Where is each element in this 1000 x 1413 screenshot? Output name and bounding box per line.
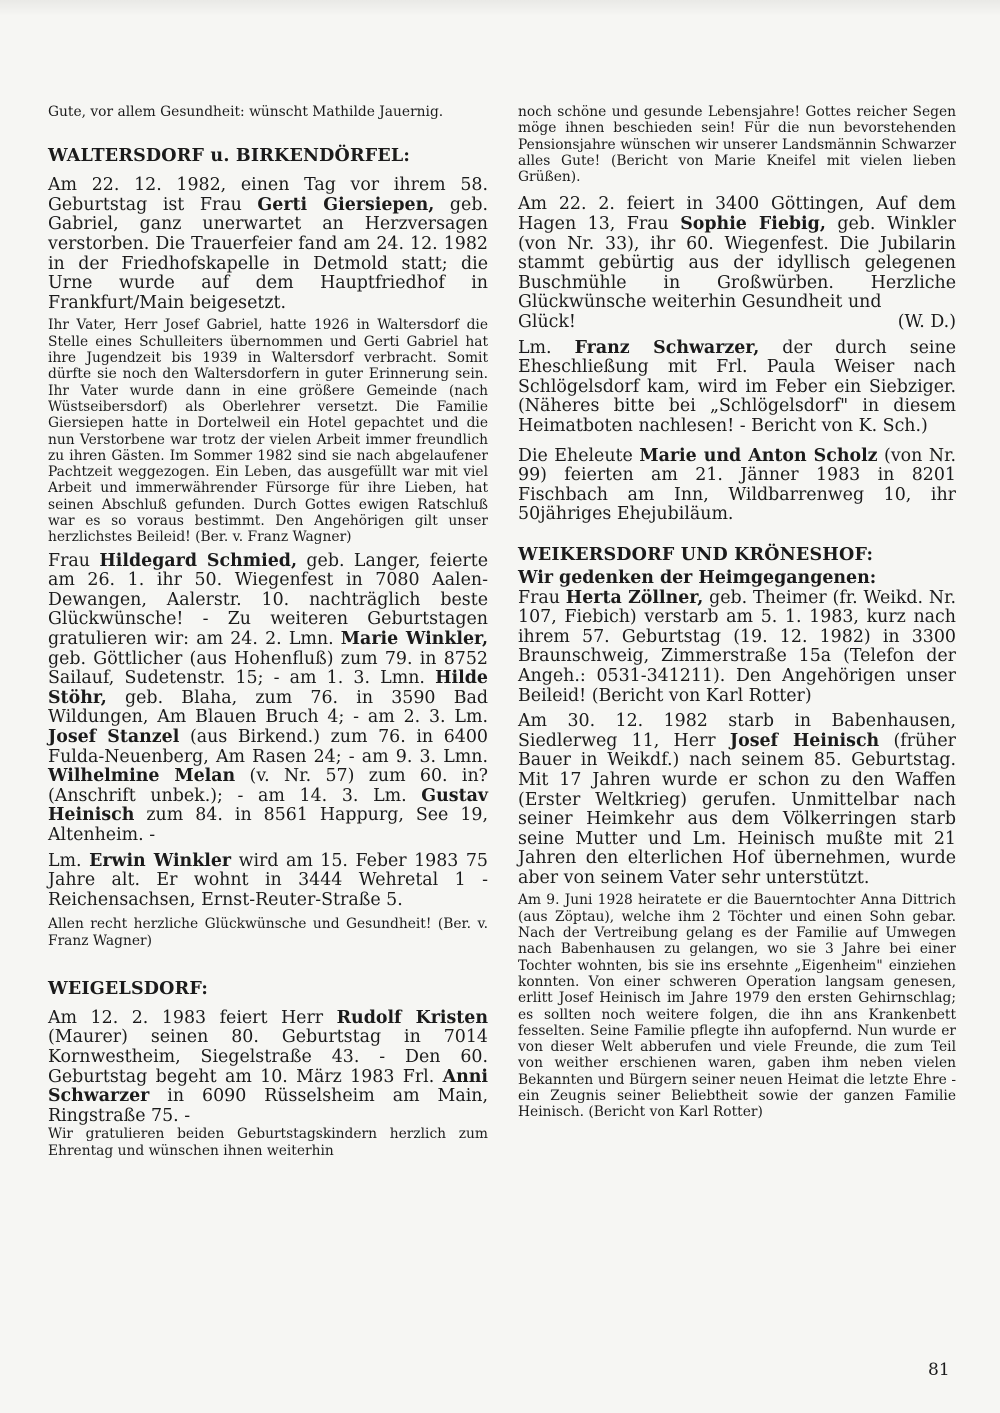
section-heading-waltersdorf: WALTERSDORF u. BIRKENDÖRFEL: <box>48 146 411 167</box>
person-name: Josef Stanzel <box>48 726 180 747</box>
obituary-giersiepen: Am 22. 12. 1982, einen Tag vor ihrem 58. Geburtstag ist Frau Gerti Giersiepen, geb. Gabriel, ganz unerwartet an Herzversagen verstorben. Die Trauerfeier fand am 24. 12. 1982 in der Friedhofskapelle in Detmold statt; die Urne wurde auf dem Hauptfriedhof in Frankfurt/Main beigesetzt. <box>48 175 488 313</box>
section-heading-weigelsdorf: WEIGELSDORF: <box>48 978 209 999</box>
section-subheading-memorial: Wir gedenken der Heimgegangenen: <box>518 567 877 588</box>
section-heading-weikersdorf: WEIKERSDORF UND KRÖNESHOF: <box>518 544 874 565</box>
birthday-fiebig: Am 22. 2. feiert in 3400 Göttingen, Auf dem Hagen 13, Frau Sophie Fiebig, geb. Winkler (von Nr. 33), ihr 60. Wiegenfest. Die Jubilarin stammt gebürtig aus der idyllisch gelegenen Buschmühle in Großwürben. Herzliche Glückwünsche weiterhin Gesundheit und Glück! (W. D.) <box>518 194 956 333</box>
continuation-paragraph: noch schöne und gesunde Lebensjahre! Gottes reicher Segen möge ihnen beschieden sein! Für die nun bevorstehenden Pensionsjahre wünschen wir unserer Landsmännin Schwarzer alles Gute! (Bericht von Marie Kneifel mit vielen lieben Grüßen). <box>518 104 956 186</box>
paragraph-gabriel-family: Ihr Vater, Herr Josef Gabriel, hatte 1926 in Waltersdorf die Stelle eines Schulleiters übernommen und Gerti Gabriel hat ihre Jugendzeit bis 1939 in Waltersdorf verbracht. Somit dürfte sie noch den Waltersdorfern in guter Erinnerung sein. Ihr Vater wurde dann in eine größere Gemeinde (nach Wüstseibersdorf) als Oberlehrer versetzt. Die Familie Giersiepen hatte in Dortelweil ein Hotel gepachtet und die nun Verstorbene war trotz der vielen Arbeit immer freundlich zu ihren Gästen. Im Sommer 1982 sind sie nach abgelaufener Pachtzeit weggezogen. Ein Leben, das ausgefüllt war mit viel Arbeit und immerwährender Fürsorge für ihre Lieben, hat seinen Abschluß gefunden. Durch Gottes ewigen Ratschluß war es so voraus bestimmt. Den Angehörigen gilt unser herzlichstes Beileid! (Ber. v. Franz Wagner) <box>48 317 488 546</box>
person-name: Sophie Fiebig, <box>680 214 826 235</box>
person-name: Franz Schwarzer, <box>574 337 760 358</box>
person-name: Rudolf Kristen <box>336 1007 488 1028</box>
person-name: Wilhelmine Melan <box>48 766 236 787</box>
person-name: Anni Schwarzer <box>48 1066 488 1107</box>
birthday-franz-schwarzer: Lm. Franz Schwarzer, der durch seine Eheschließung mit Frl. Paula Weiser nach Schlögelsdorf kam, wird im Feber ein Siebziger. (Näheres bitte bei „Schlögelsdorf" in diesem Heimatboten nachlesen! - Bericht von K. Sch.) <box>518 337 956 437</box>
person-name: Josef Heinisch <box>729 730 880 751</box>
person-name: Marie und Anton Scholz <box>639 445 878 466</box>
birthday-kristen-schwarzer: Am 12. 2. 1983 feiert Herr Rudolf Kristen (Maurer) seinen 80. Geburtstag in 7014 Kornwestheim, Siegelstraße 43. - Den 60. Geburtstag begeht am 10. März 1983 Frl. Anni Schwarzer in 6090 Rüsselsheim am Main, Ringstraße 75. - <box>48 1007 488 1126</box>
page-number: 81 <box>928 1360 950 1380</box>
birthday-winkler: Lm. Erwin Winkler wird am 15. Feber 1983 75 Jahre alt. Er wohnt in 3444 Wehretal 1 - Reichensachsen, Ernst-Reuter-Straße 5. <box>48 850 488 910</box>
left-column <box>48 104 488 1159</box>
paragraph-heinisch-family: Am 9. Juni 1928 heiratete er die Bauerntochter Anna Dittrich (aus Zöptau), welche ihm 2 Töchter und einen Sohn gebar. Nach der Vertreibung gelang es der Familie auf Umwegen nach Babenhausen zu gelangen, wo sie 3 Jahre bei einer Tochter wohnten, bis sie ins ersehnte „Eigenheim" einziehen konnten. Von einer schweren Operation langsam genesen, erlitt Josef Heinisch im Jahre 1979 den ersten Gehirnschlag; es sollten noch weitere folgen, die ihn ans Krankenbett fesselten. Seine Familie pflegte ihn aufopfernd. Nun wurde er von dieser Welt abberufen und viele Freunde, die zum Teil von weither erschienen waren, gaben ihm neben vielen Bekannten und Bürgern seiner neuen Heimat die letzte Ehre - ein Zeugnis seiner Beliebtheit sowie der ganzen Familie Heinisch. (Bericht von Karl Rotter) <box>518 892 956 1121</box>
right-column <box>518 104 956 1121</box>
person-name: Hilde Stöhr, <box>48 668 488 708</box>
obituary-heinisch: Am 30. 12. 1982 starb in Babenhausen, Siedlerweg 11, Herr Josef Heinisch (früher Bauer in Weikdf.) nach seinem 85. Geburtstag. Mit 17 Jahren wurde er schon zu den Waffen (Erster Weltkrieg) gerufen. Unmittelbar nach seiner Heimkehr aus dem Völkerringen starb seine Mutter und Lm. Heinisch mußte mit 21 Jahren den elterlichen Hof übernehmen, wurde aber von seinem Vater sehr unterstützt. <box>518 711 956 888</box>
person-name: Gerti Giersiepen, <box>257 194 435 215</box>
person-name: Hildegard Schmied, <box>99 550 298 571</box>
anniversary-scholz: Die Eheleute Marie und Anton Scholz (von Nr. 99) feierten am 21. Jänner 1983 in 8201 Fischbach am Inn, Wildbarrenweg 10, ihr 50jähriges Ehejubiläum. <box>518 445 956 525</box>
intro-paragraph: Gute, vor allem Gesundheit: wünscht Mathilde Jauernig. <box>48 104 444 120</box>
person-name: Herta Zöllner, <box>565 587 704 608</box>
birthday-list-waltersdorf: Frau Hildegard Schmied, geb. Langer, feierte am 26. 1. ihr 50. Wiegenfest in 7080 Aalen-Dewangen, Aalerstr. 10. nachträglich beste Glückwünsche! - Zu weiteren Geburtstagen gratulieren wir: am 24. 2. Lmn. Marie Winkler, geb. Göttlicher (aus Hohenfluß) zum 79. in 8752 Sailauf, Sudetenstr. 15; - am 1. 3. Lmn. Hilde Stöhr, geb. Blaha, zum 76. in 3590 Bad Wildungen, Am Blauen Bruch 4; - am 2. 3. Lm. Josef Stanzel (aus Birkend.) zum 76. in 6400 Fulda-Neuenberg, Am Rasen 24; - am 9. 3. Lmn. Wilhelmine Melan (v. Nr. 57) zum 60. in? (Anschrift unbek.); - am 14. 3. Lm. Gustav Heinisch zum 84. in 8561 Happurg, See 19, Altenheim. - <box>48 550 488 845</box>
closing-word: Glück! <box>518 312 576 333</box>
person-name: Erwin Winkler <box>89 850 232 871</box>
author-initials: (W. D.) <box>897 312 956 333</box>
person-name: Gustav Heinisch <box>48 785 488 826</box>
congratulations-weigelsdorf: Wir gratulieren beiden Geburtstagskindern herzlich zum Ehrentag und wünschen ihnen weiterhin <box>48 1126 488 1159</box>
obituary-zoellner: Frau Herta Zöllner, geb. Theimer (fr. Weikd. Nr. 107, Fiebich) verstarb am 5. 1. 1983, kurz nach ihrem 57. Geburtstag (19. 12. 1982) in 3300 Braunschweig, Zimmerstraße 15a (Telefon der Angeh.: 0531-341211). Den Angehörigen unser Beileid! (Bericht von Karl Rotter) <box>518 587 957 706</box>
greetings-wagner: Allen recht herzliche Glückwünsche und Gesundheit! (Ber. v. Franz Wagner) <box>48 916 488 949</box>
scan-edge-shadow <box>0 0 1000 16</box>
person-name: Marie Winkler, <box>340 628 488 649</box>
